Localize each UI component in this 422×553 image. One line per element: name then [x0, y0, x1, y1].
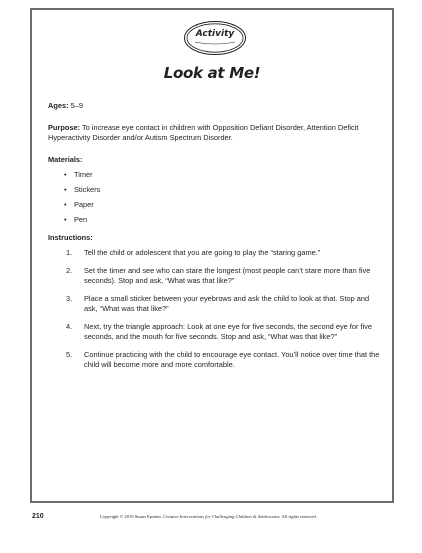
- page-number: 210: [32, 513, 44, 520]
- bullet-icon: •: [64, 185, 67, 194]
- list-item: [64, 170, 383, 180]
- ages-value: 5–9: [70, 101, 83, 110]
- step-text: Continue practicing with the child to encourage eye contact. You’ll notice over time that the child will become more and more comfortable.: [84, 350, 380, 369]
- copyright-title: Creative Interventions for Challenging Children & Adolescents.: [162, 514, 281, 519]
- page-title: Look at Me!: [163, 64, 261, 82]
- purpose-value: To increase eye contact in children with Opposition Defiant Disorder, Attention Deficit Hyperactivity Disorder and/or Autism Spectrum Disorder.: [48, 123, 359, 142]
- activity-badge-label: Activity: [195, 29, 235, 39]
- copyright-suffix: All rights reserved.: [281, 514, 317, 519]
- ages-label: Ages:: [48, 101, 69, 110]
- instruction-step: [48, 322, 383, 342]
- instructions-heading: Instructions:: [48, 233, 93, 242]
- step-number: 1.: [66, 248, 73, 257]
- materials-heading: Materials:: [48, 155, 83, 164]
- step-text: Tell the child or adolescent that you are going to play the “staring game.”: [84, 248, 321, 257]
- step-number: 4.: [66, 322, 73, 331]
- bullet-icon: •: [64, 215, 67, 224]
- purpose-row: [48, 123, 383, 143]
- step-number: 5.: [66, 350, 73, 359]
- step-number: 3.: [66, 294, 73, 303]
- activity-content: [48, 101, 383, 378]
- material-item: Stickers: [74, 185, 101, 194]
- step-text: Set the timer and see who can stare the longest (most people can’t stare more than five seconds). Stop and ask, “What was that like?”: [84, 266, 371, 285]
- material-item: Pen: [74, 215, 88, 224]
- instruction-step: [48, 248, 383, 258]
- copyright-notice: [100, 514, 400, 519]
- purpose-label: Purpose:: [48, 123, 81, 132]
- step-text: Next, try the triangle approach: Look at one eye for five seconds, the second eye for five seconds, and the mouth for five seconds. Stop and ask, “What was that like?”: [84, 322, 372, 341]
- activity-badge: [183, 20, 247, 56]
- bullet-icon: •: [64, 170, 67, 179]
- instruction-step: [48, 266, 383, 286]
- material-item: Paper: [74, 200, 94, 209]
- copyright-prefix: Copyright © 2019 Susan Epstein.: [100, 514, 162, 519]
- instruction-step: [48, 350, 383, 370]
- list-item: [64, 200, 383, 210]
- instruction-step: [48, 294, 383, 314]
- instructions-list: [48, 248, 383, 370]
- materials-list: [48, 170, 383, 225]
- material-item: Timer: [74, 170, 93, 179]
- step-number: 2.: [66, 266, 73, 275]
- ages-row: [48, 101, 383, 111]
- bullet-icon: •: [64, 200, 67, 209]
- list-item: [64, 215, 383, 225]
- list-item: [64, 185, 383, 195]
- step-text: Place a small sticker between your eyebrows and ask the child to look at that. Stop and ask, “What was that like?”: [84, 294, 370, 313]
